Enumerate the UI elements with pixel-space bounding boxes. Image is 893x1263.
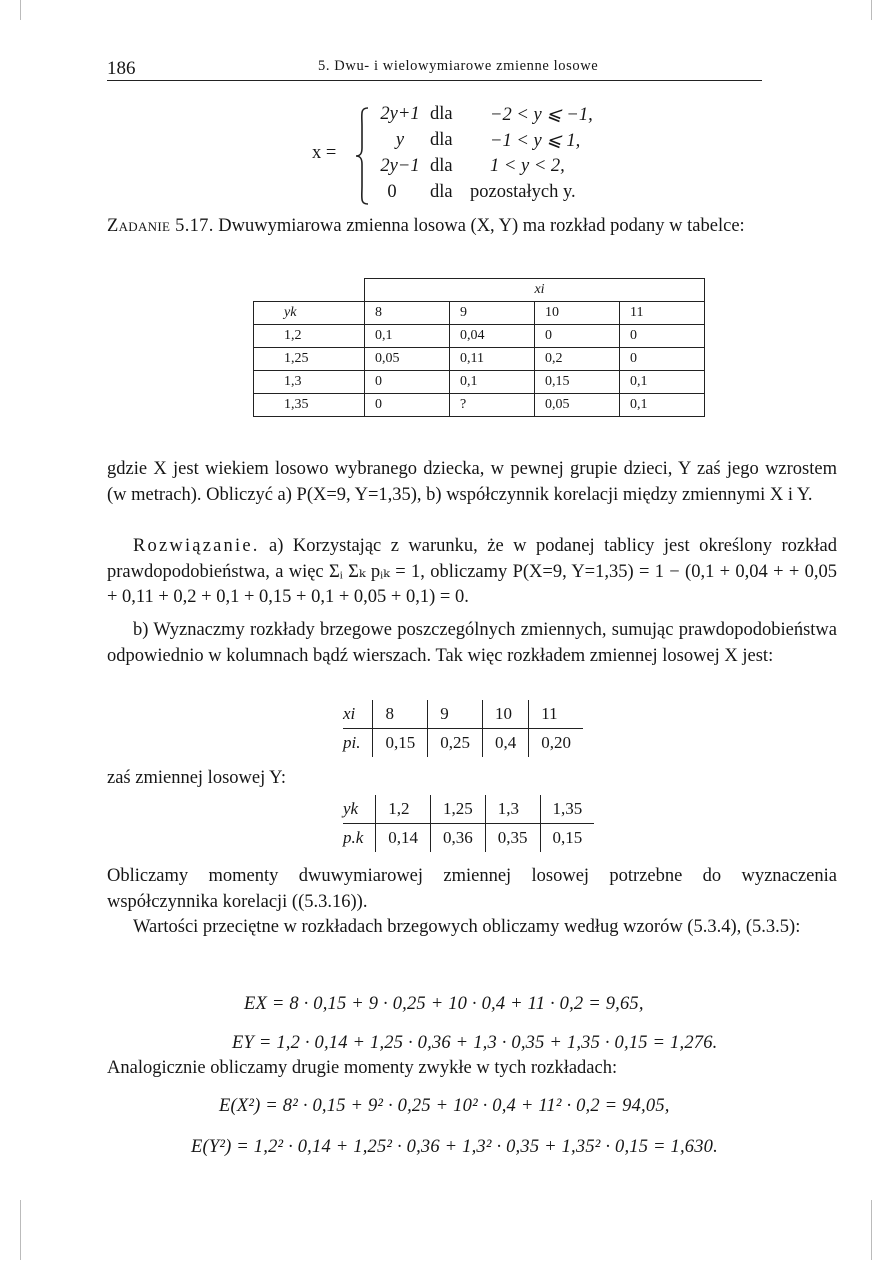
- piecewise-cond: 1 < y < 2,: [490, 156, 565, 176]
- marginal-x-value: 8: [373, 700, 428, 729]
- task-statement: [107, 214, 837, 240]
- paragraph-marginal-y-intro: zaś zmiennej losowej Y:: [107, 768, 286, 788]
- solution-a-text: a) Korzystając z warunku, że w podanej tablicy jest określony rozkład prawdopodobieństwa, a więc Σᵢ Σₖ pᵢₖ = 1, obliczamy P(X=9, Y=1,35) = 1 − (0,1 + 0,04 + + 0,05 + 0,11 + 0,2 + 0,1 + 0,15 + 0,1 + 0,05 + 0,1) = 0.: [107, 536, 837, 607]
- table-row: [254, 394, 705, 417]
- piecewise-cond: −1 < y ⩽ 1,: [490, 131, 581, 151]
- paragraph-moments: Obliczamy momenty dwuwymiarowej zmiennej losowej potrzebne do wyznaczenia współczynnika korelacji ((5.3.16)).: [107, 866, 837, 912]
- page-number: 186: [107, 58, 136, 79]
- prob-cell: 0,05: [365, 348, 450, 371]
- paragraph-solution-a: [107, 534, 837, 611]
- piecewise-lhs: x =: [312, 143, 337, 163]
- table-row: [254, 348, 705, 371]
- piecewise-expr: 2y−1: [380, 156, 420, 176]
- x-value: 8: [365, 302, 450, 325]
- equation-ey2: E(Y²) = 1,2² · 0,14 + 1,25² · 0,36 + 1,3² · 0,35 + 1,35² · 0,15 = 1,630.: [191, 1137, 718, 1157]
- marginal-y-prob-label: p.k: [343, 828, 364, 847]
- prob-cell: 0: [535, 325, 620, 348]
- prob-cell: 0,1: [450, 371, 535, 394]
- marginal-y-value: 1,25: [431, 795, 486, 824]
- table-row: [254, 371, 705, 394]
- prob-cell: 0,1: [620, 394, 705, 417]
- piecewise-dla: dla: [430, 156, 453, 176]
- prob-cell: 0,2: [535, 348, 620, 371]
- marginal-y-table: [343, 795, 594, 852]
- piecewise-dla: dla: [430, 104, 453, 124]
- scan-edge-mark: [871, 0, 872, 20]
- scan-edge-mark: [20, 0, 21, 20]
- prob-cell: 0,15: [535, 371, 620, 394]
- prob-cell: 0,1: [620, 371, 705, 394]
- x-value: 9: [450, 302, 535, 325]
- prob-cell: 0,11: [450, 348, 535, 371]
- joint-distribution-table: [253, 278, 705, 417]
- prob-cell: 0: [365, 394, 450, 417]
- x-header: xi: [365, 279, 705, 302]
- marginal-y-prob: 0,15: [540, 824, 594, 853]
- paragraph-solution-b: b) Wyznaczmy rozkłady brzegowe poszczególnych zmiennych, sumując prawdopodobieństwa odpowiednio w kolumnach bądź wierszach. Tak więc rozkładem zmiennej losowej X jest:: [107, 620, 837, 666]
- marginal-x-value: 10: [482, 700, 528, 729]
- marginal-x-value: 11: [529, 700, 583, 729]
- prob-cell: ?: [450, 394, 535, 417]
- task-label: Zadanie 5.17.: [107, 216, 214, 236]
- prob-cell: 0: [620, 325, 705, 348]
- marginal-y-label: yk: [343, 795, 376, 824]
- paragraph-expectations: Wartości przeciętne w rozkładach brzegowych obliczamy według wzorów (5.3.4), (5.3.5):: [133, 917, 801, 937]
- prob-cell: 0,1: [365, 325, 450, 348]
- equation-ey: EY = 1,2 · 0,14 + 1,25 · 0,36 + 1,3 · 0,35 + 1,35 · 0,15 = 1,276.: [232, 1033, 718, 1053]
- marginal-x-table: [343, 700, 583, 757]
- left-brace: [354, 106, 370, 206]
- prob-cell: 0,04: [450, 325, 535, 348]
- running-title: 5. Dwu- i wielowymiarowe zmienne losowe: [318, 58, 599, 74]
- task-text: Dwuwymiarowa zmienna losowa (X, Y) ma rozkład podany w tabelce:: [218, 216, 745, 236]
- marginal-y-value: 1,35: [540, 795, 594, 824]
- scan-edge-mark: [871, 1200, 872, 1260]
- scan-edge-mark: [20, 1200, 21, 1260]
- marginal-x-prob: 0,4: [482, 729, 528, 758]
- header-rule: [107, 80, 762, 81]
- table-corner: [254, 279, 365, 302]
- solution-label: Rozwiązanie.: [133, 536, 260, 556]
- piecewise-expr: 2y+1: [380, 104, 420, 124]
- marginal-x-prob: 0,25: [428, 729, 483, 758]
- piecewise-dla: dla: [430, 182, 453, 202]
- equation-ex: EX = 8 · 0,15 + 9 · 0,25 + 10 · 0,4 + 11 · 0,2 = 9,65,: [244, 994, 644, 1014]
- y-value: 1,3: [254, 371, 365, 394]
- piecewise-expr: 0: [387, 182, 397, 202]
- x-value: 10: [535, 302, 620, 325]
- paragraph-problem: gdzie X jest wiekiem losowo wybranego dziecka, w pewnej grupie dzieci, Y zaś jego wzrostem (w metrach). Obliczyć a) P(X=9, Y=1,35), b) współczynnik korelacji między zmiennymi X i Y.: [107, 459, 837, 505]
- y-value: 1,2: [254, 325, 365, 348]
- marginal-x-prob-label: pi.: [343, 733, 361, 752]
- table-row: [254, 325, 705, 348]
- piecewise-dla: dla: [430, 130, 453, 150]
- y-value: 1,25: [254, 348, 365, 371]
- marginal-x-value: 9: [428, 700, 483, 729]
- piecewise-expr: y: [395, 130, 405, 150]
- marginal-y-prob: 0,36: [431, 824, 486, 853]
- prob-cell: 0: [620, 348, 705, 371]
- y-header: yk: [254, 302, 365, 325]
- marginal-x-prob: 0,20: [529, 729, 583, 758]
- prob-cell: 0,05: [535, 394, 620, 417]
- marginal-y-value: 1,2: [376, 795, 431, 824]
- marginal-x-label: xi: [343, 700, 373, 729]
- table-row: [254, 302, 705, 325]
- marginal-y-prob: 0,14: [376, 824, 431, 853]
- piecewise-cond: −2 < y ⩽ −1,: [490, 105, 593, 125]
- x-value: 11: [620, 302, 705, 325]
- y-value: 1,35: [254, 394, 365, 417]
- marginal-y-prob: 0,35: [485, 824, 540, 853]
- prob-cell: 0: [365, 371, 450, 394]
- equation-ex2: E(X²) = 8² · 0,15 + 9² · 0,25 + 10² · 0,4 + 11² · 0,2 = 94,05,: [219, 1096, 670, 1116]
- marginal-y-value: 1,3: [485, 795, 540, 824]
- paragraph-second-moments: Analogicznie obliczamy drugie momenty zwykłe w tych rozkładach:: [107, 1058, 618, 1078]
- marginal-x-prob: 0,15: [373, 729, 428, 758]
- piecewise-cond: pozostałych y.: [470, 182, 576, 202]
